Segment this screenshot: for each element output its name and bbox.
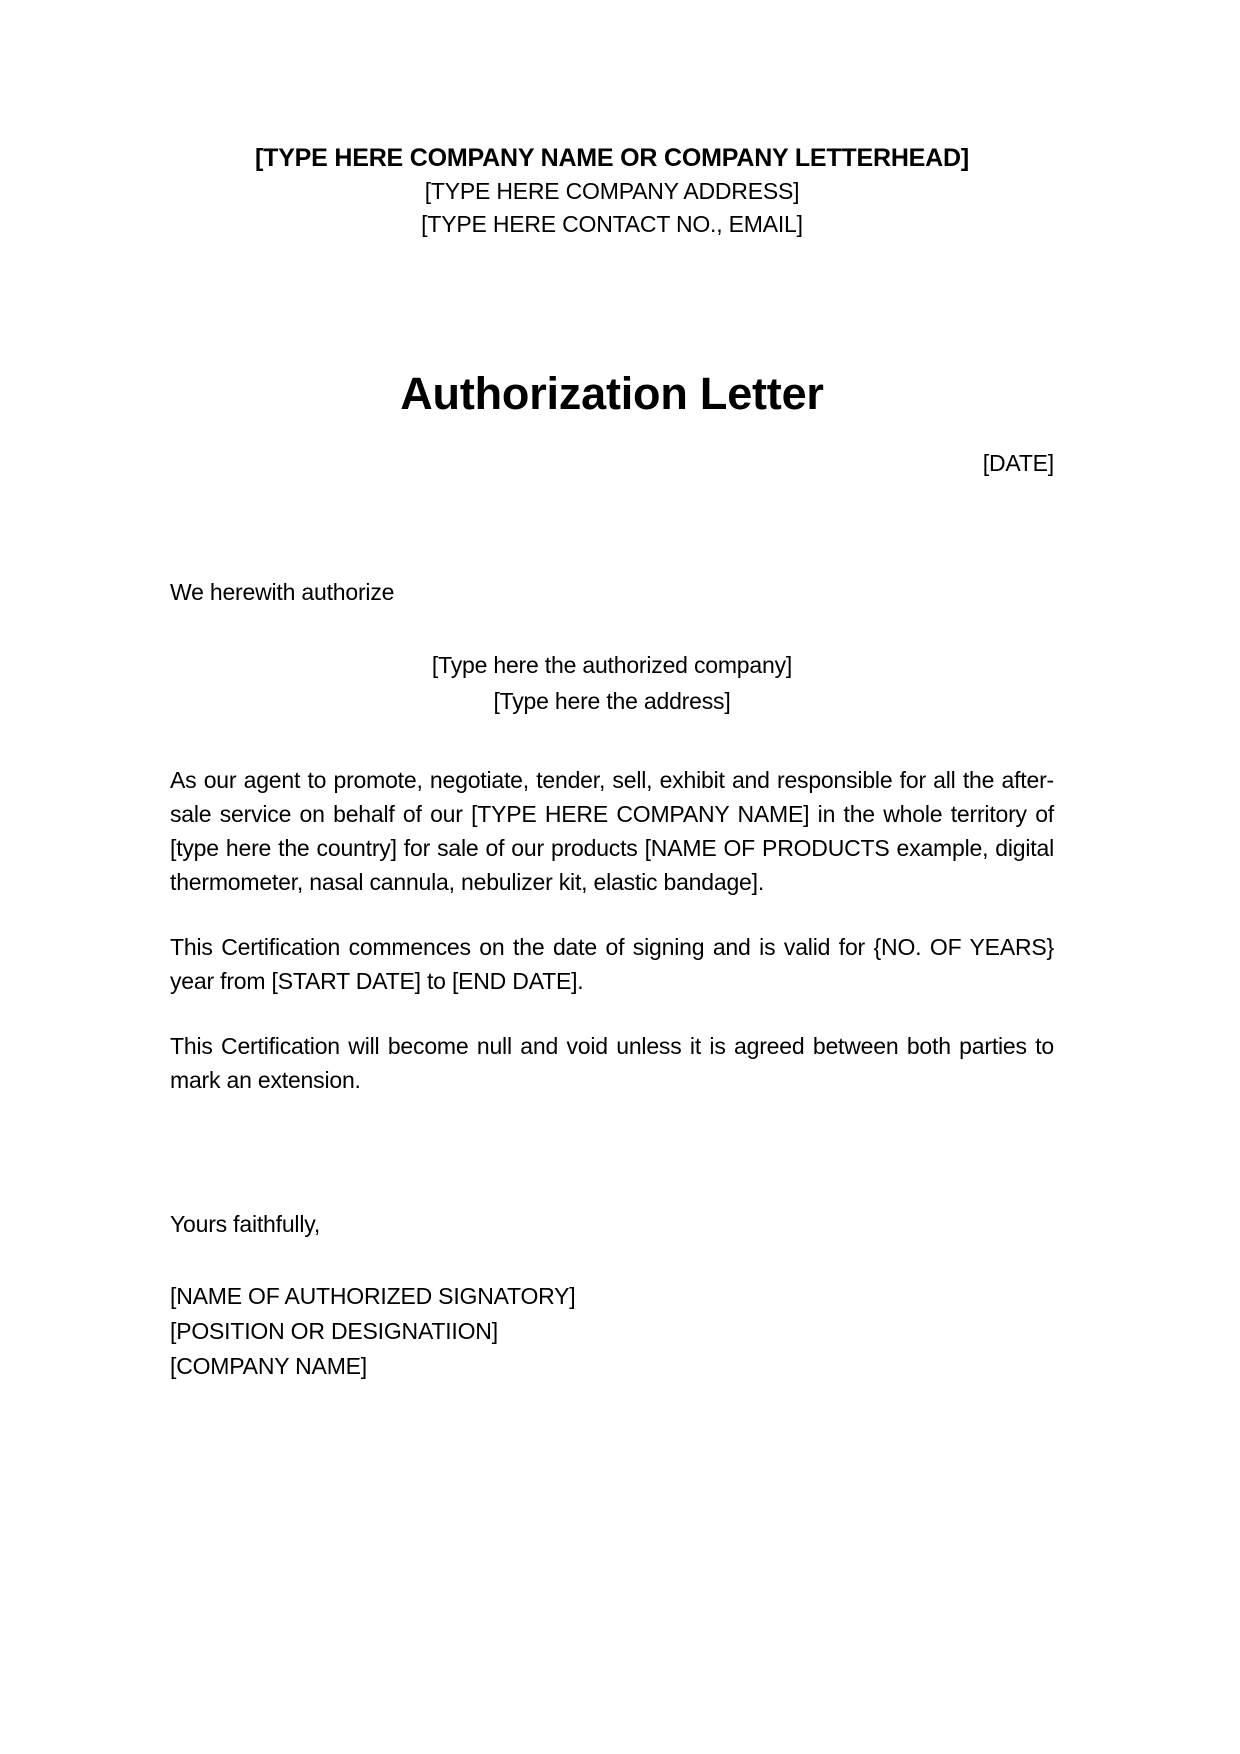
company-name-placeholder: [TYPE HERE COMPANY NAME OR COMPANY LETTERHEAD]	[255, 144, 969, 172]
letter-title: Authorization Letter	[400, 368, 824, 419]
authorized-address-placeholder: [Type here the address]	[493, 688, 731, 714]
body-paragraph-termination: This Certification will become null and void unless it is agreed between both parties to mark an extension.	[170, 1033, 1054, 1093]
signatory-company-placeholder: [COMPANY NAME]	[170, 1353, 367, 1379]
body-paragraph-validity: This Certification commences on the date of signing and is valid for {NO. OF YEARS} year from [START DATE] to [END DATE].	[170, 934, 1054, 994]
letterhead	[170, 141, 1054, 241]
signatory-position-placeholder: [POSITION OR DESIGNATIION]	[170, 1318, 498, 1344]
body-paragraph-agency: As our agent to promote, negotiate, tender, sell, exhibit and responsible for all the after-sale service on behalf of our [TYPE HERE COMPANY NAME] in the whole territory of [type here the country] for sale of our products [NAME OF PRODUCTS example, digital thermometer, nasal cannula, nebulizer kit, elastic bandage].	[170, 767, 1054, 895]
salutation-line: We herewith authorize	[170, 579, 395, 605]
closing-line: Yours faithfully,	[170, 1211, 321, 1237]
company-contact-placeholder: [TYPE HERE CONTACT NO., EMAIL]	[421, 211, 803, 237]
date-placeholder: [DATE]	[982, 450, 1054, 476]
signature-block	[170, 1279, 1054, 1384]
signatory-name-placeholder: [NAME OF AUTHORIZED SIGNATORY]	[170, 1283, 576, 1309]
company-address-placeholder: [TYPE HERE COMPANY ADDRESS]	[424, 178, 800, 204]
authorized-party-block	[170, 647, 1054, 719]
authorized-company-placeholder: [Type here the authorized company]	[431, 652, 793, 678]
